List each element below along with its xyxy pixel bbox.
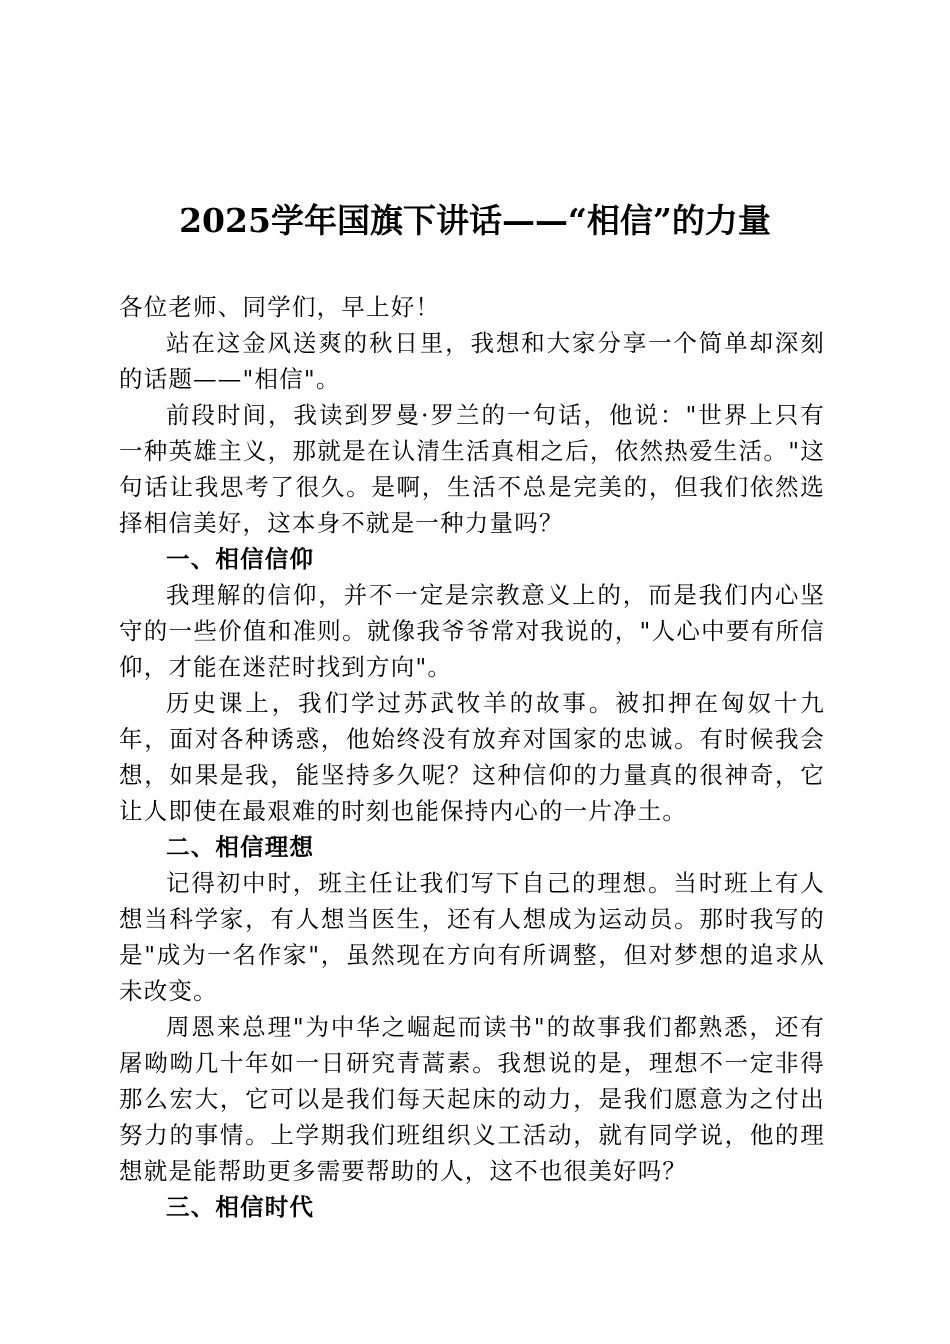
paragraph: 周恩来总理"为中华之崛起而读书"的故事我们都熟悉，还有屠呦呦几十年如一日研究青蒿素。我想说的是，理想不一定非得那么宏大，它可以是我们每天起床的动力，是我们愿意为之付出努力的事情。上学期我们班组织义工活动，就有同学说，他的理想就是能帮助更多需要帮助的人，这不也很美好吗？ <box>119 1013 825 1185</box>
document-body <box>119 289 825 1225</box>
page-title: 2025学年国旗下讲话——“相信”的力量 <box>179 201 771 240</box>
paragraph: 站在这金风送爽的秋日里，我想和大家分享一个简单却深刻的话题——"相信"。 <box>119 329 825 393</box>
section-heading: 三、相信时代 <box>166 1193 315 1221</box>
paragraph: 记得初中时，班主任让我们写下自己的理想。当时班上有人想当科学家，有人想当医生，还有人想成为运动员。那时我写的是"成为一名作家"，虽然现在方向有所调整，但对梦想的追求从未改变。 <box>119 869 825 1005</box>
paragraph: 历史课上，我们学过苏武牧羊的故事。被扣押在匈奴十九年，面对各种诱惑，他始终没有放弃对国家的忠诚。有时候我会想，如果是我，能坚持多久呢？这种信仰的力量真的很神奇，它让人即使在最艰难的时刻也能保持内心的一片净土。 <box>119 689 825 825</box>
paragraph: 我理解的信仰，并不一定是宗教意义上的，而是我们内心坚守的一些价值和准则。就像我爷爷常对我说的，"人心中要有所信仰，才能在迷茫时找到方向"。 <box>119 581 825 681</box>
greeting: 各位老师、同学们，早上好！ <box>119 293 441 321</box>
paragraph: 前段时间，我读到罗曼·罗兰的一句话，他说："世界上只有一种英雄主义，那就是在认清生活真相之后，依然热爱生活。"这句话让我思考了很久。是啊，生活不总是完美的，但我们依然选择相信美好，这本身不就是一种力量吗？ <box>119 401 825 537</box>
section-heading: 一、相信信仰 <box>166 545 315 573</box>
section-heading: 二、相信理想 <box>166 833 315 861</box>
